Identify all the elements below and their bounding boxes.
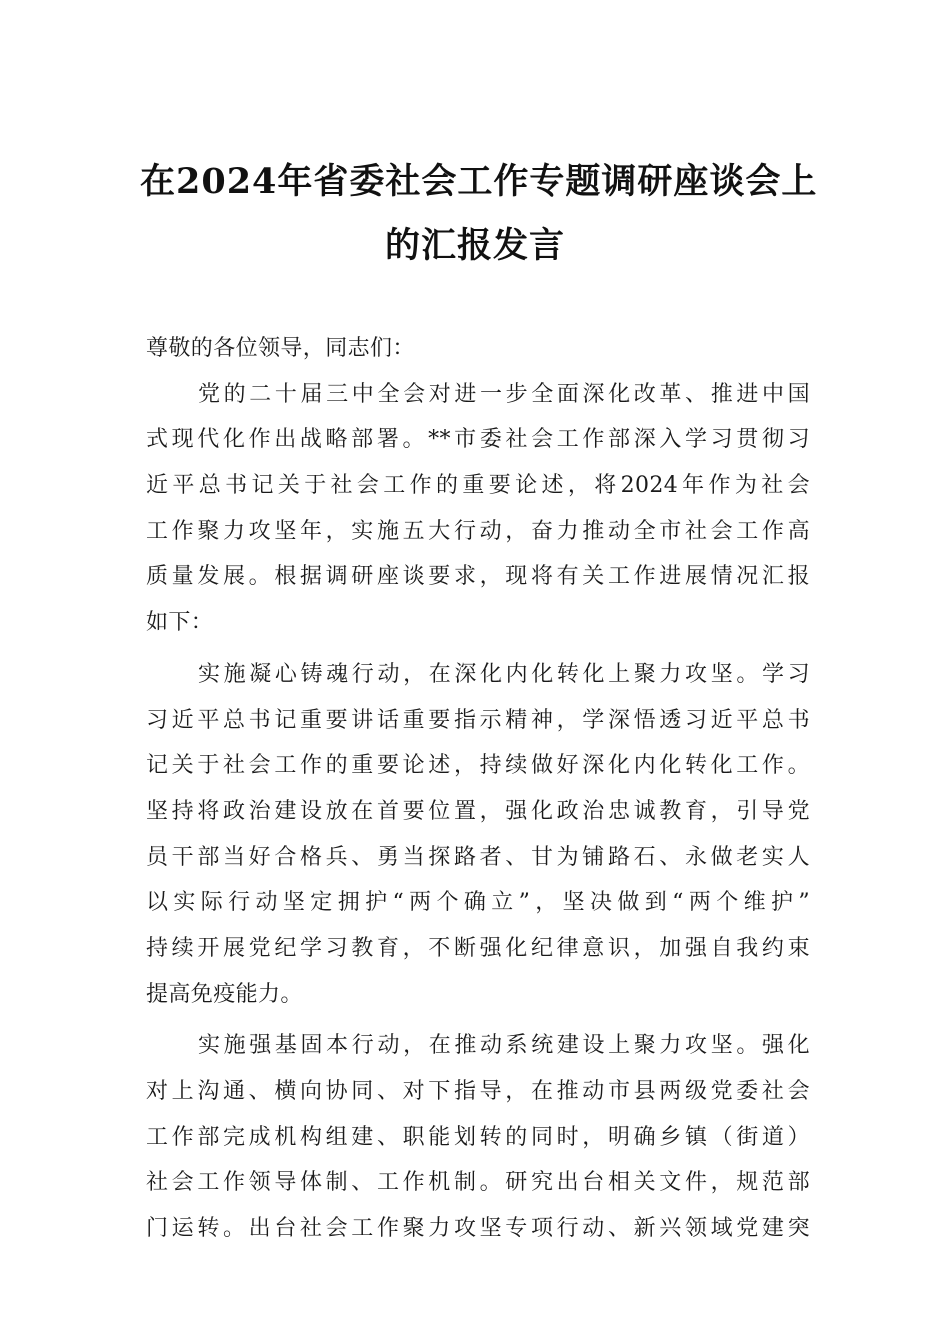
paragraph-2	[146, 652, 810, 1018]
paragraph-line: 工作部完成机构组建、职能划转的同时，明确乡镇（街道）	[146, 1124, 810, 1150]
paragraph-line: 记关于社会工作的重要论述，持续做好深化内化转化工作。	[146, 753, 810, 779]
paragraph-line: 持续开展党纪学习教育，不断强化纪律意识，加强自我约束	[146, 935, 810, 961]
paragraph-line: 习近平总书记重要讲话重要指示精神，学深悟透习近平总书	[146, 707, 810, 733]
paragraph-line: 以实际行动坚定拥护“两个确立”，坚决做到“两个维护”	[146, 890, 810, 916]
paragraph-line: 提高免疫能力。	[146, 981, 303, 1007]
paragraph-line: 质量发展。根据调研座谈要求，现将有关工作进展情况汇报	[146, 564, 810, 590]
paragraph-line: 党的二十届三中全会对进一步全面深化改革、推进中国	[198, 381, 810, 407]
page-title	[140, 150, 818, 278]
paragraph-line: 社会工作领导体制、工作机制。研究出台相关文件，规范部	[146, 1170, 810, 1196]
paragraph-line: 实施强基固本行动，在推动系统建设上聚力攻坚。强化	[198, 1033, 810, 1059]
paragraph-line: 坚持将政治建设放在首要位置，强化政治忠诚教育，引导党	[146, 798, 810, 824]
paragraph-line: 式现代化作出战略部署。**市委社会工作部深入学习贯彻习	[146, 427, 810, 453]
paragraph-3	[146, 1023, 810, 1251]
paragraph-1	[146, 372, 810, 646]
title-line-2: 的汇报发言	[384, 225, 565, 266]
greeting: 尊敬的各位领导，同志们：	[146, 336, 415, 361]
paragraph-line: 门运转。出台社会工作聚力攻坚专项行动、新兴领域党建突	[146, 1216, 810, 1242]
paragraph-line: 对上沟通、横向协同、对下指导，在推动市县两级党委社会	[146, 1079, 810, 1104]
paragraph-line: 近平总书记关于社会工作的重要论述，将2024年作为社会	[146, 473, 810, 499]
paragraph-line: 员干部当好合格兵、勇当探路者、甘为铺路石、永做老实人	[146, 844, 810, 870]
paragraph-line: 实施凝心铸魂行动，在深化内化转化上聚力攻坚。学习	[198, 661, 810, 687]
paragraph-line: 如下：	[146, 610, 214, 636]
paragraph-line: 工作聚力攻坚年，实施五大行动，奋力推动全市社会工作高	[146, 518, 810, 544]
document-body	[146, 326, 810, 1252]
title-line-1: 在2024年省委社会工作专题调研座谈会上	[140, 161, 818, 202]
